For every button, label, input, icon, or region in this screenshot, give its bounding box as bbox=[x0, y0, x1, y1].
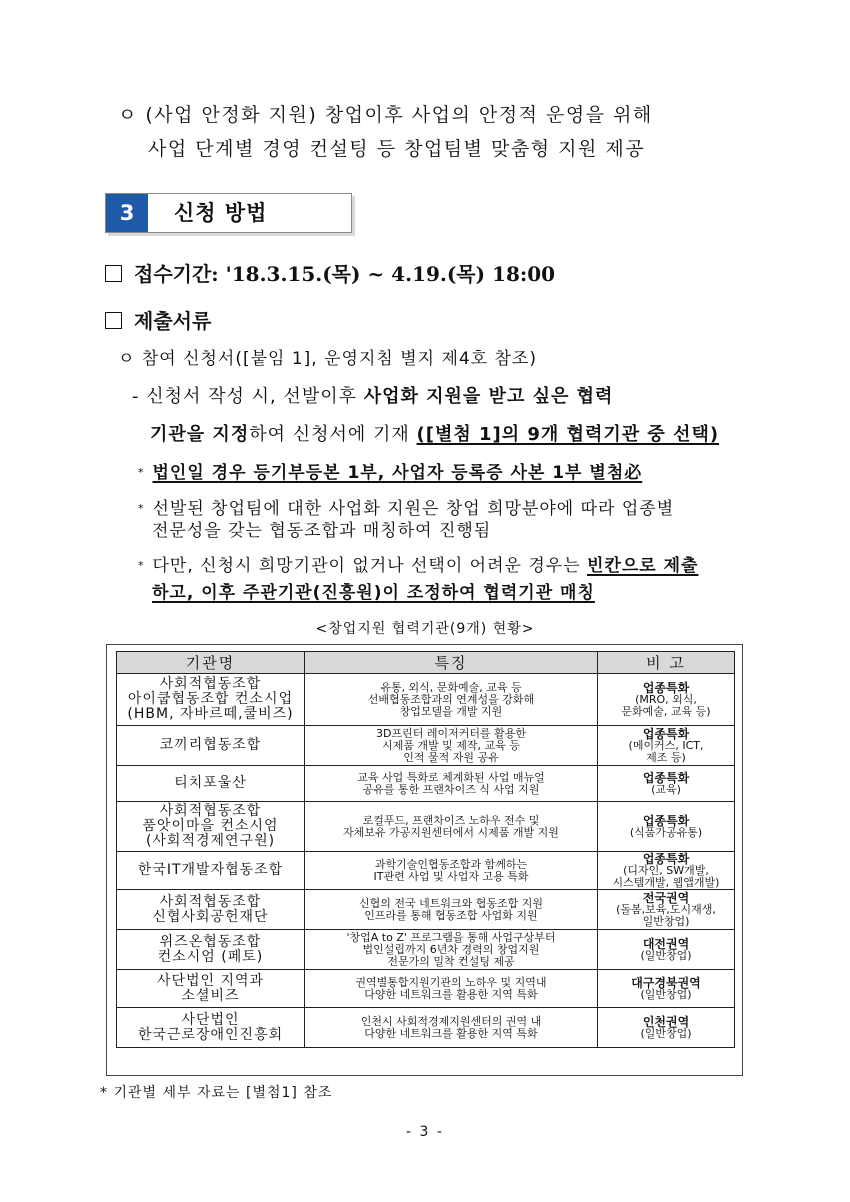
feature-line: 다양한 네트워크를 활용한 지역 특화 bbox=[364, 987, 538, 1001]
feature-line: 과학기술인협동조합과 함께하는 bbox=[374, 857, 528, 871]
note-line: (MRO, 외식, bbox=[635, 692, 697, 706]
star-note-2-line-1: 선발된 창업팀에 대한 사업화 지원은 창업 희망분야에 따라 업종별 bbox=[152, 499, 675, 519]
dash-text-b: 사업화 지원을 받고 싶은 협력 bbox=[363, 386, 614, 407]
note-line: 문화예술, 교육 등) bbox=[621, 704, 711, 718]
org-name-line: (사회적경제연구원) bbox=[145, 833, 276, 849]
org-name-cell bbox=[117, 1008, 305, 1048]
section-header bbox=[105, 193, 352, 233]
table-body bbox=[117, 674, 735, 1048]
intro-line-2: 사업 단계별 경영 컨설팅 등 창업팀별 맞춤형 지원 제공 bbox=[148, 138, 646, 160]
feature-line: 교육 사업 특화로 체계화된 사업 매뉴얼 bbox=[357, 770, 545, 784]
org-name-cell bbox=[117, 852, 305, 890]
dash-text-d: 하여 신청서에 기재 bbox=[249, 424, 417, 445]
docs-item-1: ㅇ 참여 신청서([붙임 1], 운영지침 별지 제4호 참조) bbox=[118, 349, 537, 369]
org-name-line: 위즈온협동조합 bbox=[159, 933, 262, 950]
note-line: (식품가공유통) bbox=[629, 825, 703, 839]
dash-text-a: - 신청서 작성 시, 선발이후 bbox=[132, 386, 364, 407]
period-item bbox=[105, 258, 555, 287]
docs-label: 제출서류 bbox=[134, 309, 212, 333]
org-name-cell bbox=[117, 766, 305, 802]
note-line: 시스템개발, 웹앱개발) bbox=[612, 875, 720, 889]
feature-line: 시제품 개발 및 제작, 교육 등 bbox=[382, 738, 520, 752]
feature-line: IT관련 사업 및 사업자 고용 특화 bbox=[373, 869, 529, 883]
feature-cell bbox=[305, 726, 598, 766]
note-line: (디자인, SW개발, bbox=[623, 863, 709, 877]
note-heading: 업종특화 bbox=[642, 726, 690, 741]
note-line: 일반창업) bbox=[642, 914, 690, 928]
star-note-3 bbox=[138, 553, 698, 581]
note-line: (일반창업) bbox=[640, 948, 692, 962]
feature-cell bbox=[305, 930, 598, 970]
star-note-1 bbox=[138, 460, 642, 488]
note-heading: 업종특화 bbox=[642, 770, 690, 785]
note-cell bbox=[598, 1008, 735, 1048]
feature-cell bbox=[305, 970, 598, 1008]
note-line: 제조 등) bbox=[646, 750, 686, 764]
note-cell bbox=[598, 674, 735, 726]
note-cell bbox=[598, 766, 735, 802]
feature-line: 유통, 외식, 문화예술, 교육 등 bbox=[380, 680, 522, 694]
org-name-line: 사단법인 지역과 bbox=[156, 972, 265, 989]
page-number: - 3 - bbox=[406, 1124, 444, 1140]
org-name-line: 신협사회공헌재단 bbox=[152, 908, 269, 925]
note-line: (돌봄,보육,도시재생, bbox=[616, 902, 716, 916]
org-name-line: 티치포울산 bbox=[174, 775, 247, 791]
feature-line: 자체보유 가공지원센터에서 시제품 개발 지원 bbox=[343, 825, 559, 839]
star-note-3-text-a: 다만, 신청시 희망기관이 없거나 선택이 어려운 경우는 bbox=[152, 556, 588, 576]
star-note-3-line-2: 하고, 이후 주관기관(진흥원)이 조정하여 협력기관 매칭 bbox=[152, 583, 595, 603]
feature-cell bbox=[305, 852, 598, 890]
org-name-line: 컨소시엄 (페토) bbox=[157, 948, 264, 965]
org-name-cell bbox=[117, 890, 305, 930]
note-cell bbox=[598, 970, 735, 1008]
star-note-3-text-b: 빈칸으로 제출 bbox=[587, 556, 699, 576]
note-cell bbox=[598, 726, 735, 766]
docs-item bbox=[105, 305, 211, 334]
org-name-line: (HBM, 자바르떼,쿨비즈) bbox=[127, 706, 294, 722]
feature-line: 인천시 사회적경제지원센터의 권역 내 bbox=[360, 1014, 542, 1028]
org-name-line: 사회적협동조합 bbox=[159, 803, 262, 819]
feature-line: 인프라를 통해 협동조합 사업화 지원 bbox=[364, 908, 538, 922]
header-name: 기관명 bbox=[117, 652, 305, 674]
feature-line: 법인설립까지 6년차 경력의 창업지원 bbox=[362, 942, 540, 956]
partner-table-frame bbox=[106, 644, 743, 1076]
note-heading: 업종특화 bbox=[642, 851, 690, 866]
feature-cell bbox=[305, 890, 598, 930]
note-cell bbox=[598, 852, 735, 890]
org-name-cell bbox=[117, 726, 305, 766]
note-heading: 업종특화 bbox=[642, 680, 690, 695]
table-row bbox=[117, 1008, 735, 1048]
dash-text-e: ([별첨 1]의 9개 협력기관 중 선택) bbox=[416, 424, 720, 445]
feature-line: '창업A to Z' 프로그램을 통해 사업구상부터 bbox=[346, 930, 556, 944]
org-name-line: 소셜비즈 bbox=[181, 987, 240, 1004]
partner-table bbox=[116, 651, 735, 1048]
feature-line: 선배협동조합과의 연계성을 강화해 bbox=[367, 692, 535, 706]
checkbox-square-icon bbox=[105, 312, 122, 329]
org-name-line: 아이쿱협동조합 컨소시업 bbox=[127, 691, 294, 707]
note-cell bbox=[598, 930, 735, 970]
feature-line: 신협의 전국 네트워크와 협동조합 지원 bbox=[358, 896, 543, 910]
asterisk-mark: * bbox=[138, 502, 145, 515]
dash-text-c: 기관을 지정 bbox=[150, 424, 250, 445]
org-name-line: 한국IT개발자협동조합 bbox=[137, 862, 284, 878]
docs-dash-line-1 bbox=[132, 382, 613, 412]
note-line: (일반창업) bbox=[640, 1026, 692, 1040]
feature-cell bbox=[305, 674, 598, 726]
org-name-cell bbox=[117, 802, 305, 852]
org-name-line: 한국근로장애인진흥회 bbox=[137, 1026, 284, 1043]
feature-line: 로컬푸드, 프랜차이즈 노하우 전수 및 bbox=[362, 813, 540, 827]
star-note-1-text: 법인일 경우 등기부등본 1부, 사업자 등록증 사본 1부 별첨必 bbox=[152, 463, 643, 483]
note-line: (교육) bbox=[651, 782, 681, 796]
org-name-line: 사회적협동조합 bbox=[159, 893, 262, 910]
footnote: * 기관별 세부 자료는 [별첨1] 참조 bbox=[100, 1085, 333, 1101]
note-line: (일반창업) bbox=[640, 987, 692, 1001]
org-name-line: 코끼리협동조합 bbox=[159, 737, 262, 753]
asterisk-mark: * bbox=[138, 466, 145, 479]
header-feature: 특징 bbox=[305, 652, 598, 674]
period-label: 접수기간: '18.3.15.(목) ~ 4.19.(목) 18:00 bbox=[134, 262, 556, 286]
asterisk-mark: * bbox=[138, 559, 145, 572]
note-heading: 대구경북권역 bbox=[631, 975, 701, 990]
note-heading: 대전권역 bbox=[642, 936, 690, 951]
org-name-cell bbox=[117, 930, 305, 970]
note-heading: 전국권역 bbox=[642, 890, 690, 905]
table-row bbox=[117, 674, 735, 726]
org-name-cell bbox=[117, 970, 305, 1008]
table-row bbox=[117, 970, 735, 1008]
feature-line: 권역별통합지원기관의 노하우 및 지역내 bbox=[355, 975, 547, 989]
note-line: (메이커스, ICT, bbox=[628, 738, 704, 752]
table-row bbox=[117, 852, 735, 890]
feature-line: 공유를 통한 프랜차이즈 식 사업 지원 bbox=[362, 782, 540, 796]
org-name-cell bbox=[117, 674, 305, 726]
star-note-2-line-2: 전문성을 갖는 협동조합과 매칭하여 진행됨 bbox=[152, 521, 492, 541]
feature-line: 창업모델을 개발 지원 bbox=[399, 704, 503, 718]
note-cell bbox=[598, 890, 735, 930]
section-title: 신청 방법 bbox=[174, 201, 268, 225]
org-name-line: 사회적협동조합 bbox=[159, 676, 262, 692]
feature-line: 전문가의 밀착 컨설팅 제공 bbox=[387, 954, 515, 968]
table-row bbox=[117, 802, 735, 852]
table-row bbox=[117, 766, 735, 802]
note-heading: 업종특화 bbox=[642, 813, 690, 828]
note-cell bbox=[598, 802, 735, 852]
intro-line-1: ㅇ (사업 안정화 지원) 창업이후 사업의 안정적 운영을 위해 bbox=[118, 104, 653, 126]
feature-cell bbox=[305, 1008, 598, 1048]
table-row bbox=[117, 890, 735, 930]
docs-dash-line-2 bbox=[150, 420, 719, 450]
table-row bbox=[117, 726, 735, 766]
feature-cell bbox=[305, 766, 598, 802]
org-name-line: 사단법인 bbox=[181, 1011, 240, 1028]
header-note: 비 고 bbox=[598, 652, 735, 674]
feature-line: 3D프린터 레이저커터를 활용한 bbox=[376, 726, 526, 740]
org-name-line: 품앗이마을 컨소시엄 bbox=[142, 818, 279, 834]
section-number: 3 bbox=[106, 194, 148, 232]
table-row bbox=[117, 930, 735, 970]
note-heading: 인천권역 bbox=[642, 1014, 690, 1029]
feature-line: 다양한 네트워크를 활용한 지역 특화 bbox=[364, 1026, 538, 1040]
table-header-row bbox=[117, 652, 735, 674]
table-caption: <창업지원 협력기관(9개) 현황> bbox=[315, 621, 535, 637]
feature-cell bbox=[305, 802, 598, 852]
checkbox-square-icon bbox=[105, 265, 122, 282]
feature-line: 인적 물적 자원 공유 bbox=[403, 750, 499, 764]
